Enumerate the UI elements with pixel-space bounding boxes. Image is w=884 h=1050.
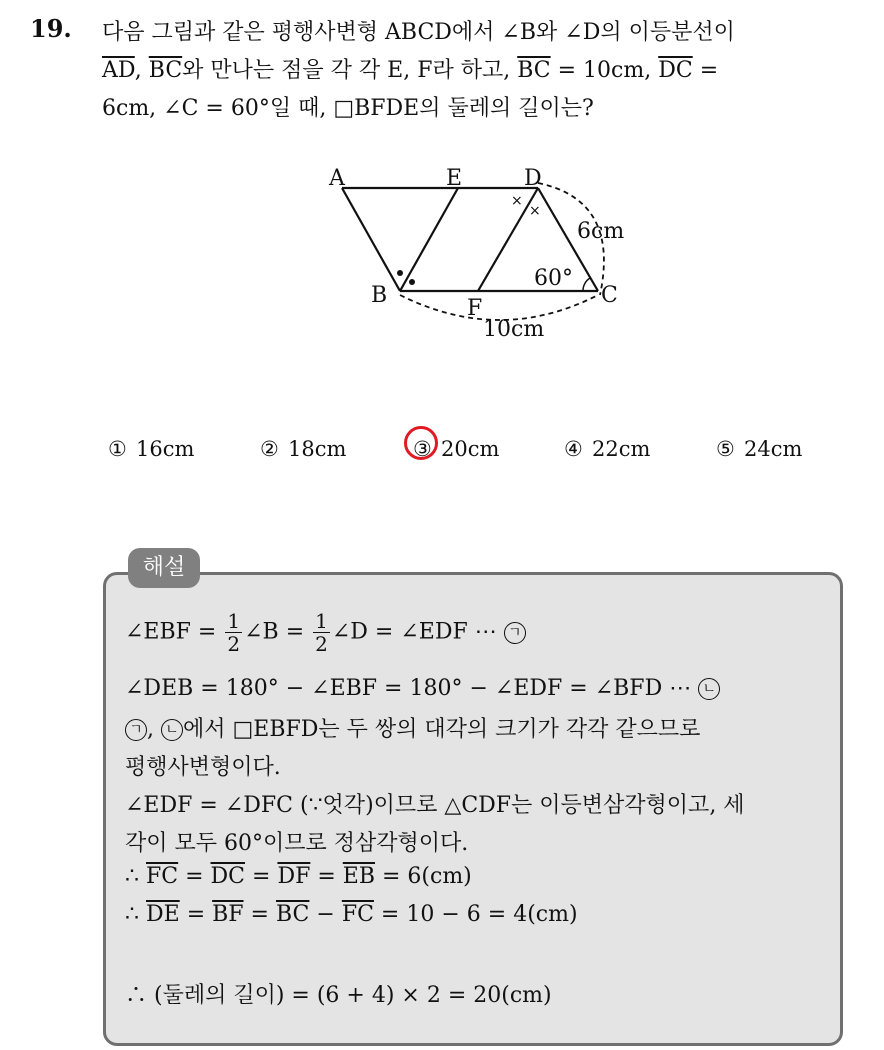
text: ,	[147, 717, 161, 742]
parallelogram-diagram	[320, 155, 650, 345]
question-line-3: 6cm, ∠C = 60°일 때, □BFDE의 둘레의 길이는?	[102, 96, 594, 121]
text: $\overline{BF}$	[212, 902, 244, 927]
angle-mark-cross: ×	[511, 193, 523, 209]
label-angle-c: 60°	[534, 266, 573, 291]
circled-mark-1: ㄱ	[125, 719, 147, 741]
text: ∠D = ∠EDF ⋯	[331, 619, 497, 645]
text: $\overline{FC}$	[341, 902, 374, 927]
choice-text: 18cm	[288, 437, 347, 461]
fraction-half	[313, 610, 330, 655]
angle-mark-cross: ×	[529, 203, 541, 219]
label-dc-length: 6cm	[577, 219, 625, 244]
text: 와 만나는 점을 각 각 E, F라 하고,	[182, 58, 518, 83]
text: $\overline{DC}$	[210, 864, 246, 889]
question-number: 19.	[30, 14, 72, 43]
segment-bc: $\overline{BC}$	[148, 58, 183, 83]
side-ab	[342, 188, 400, 291]
text: 1	[315, 609, 328, 633]
text: =	[310, 864, 343, 889]
segment-ad: $\overline{AD}$	[102, 58, 135, 83]
text: 10 − 6 = 4(cm)	[406, 902, 578, 927]
text: ,	[134, 58, 149, 83]
choice-text: 22cm	[592, 437, 651, 461]
text: =	[375, 864, 408, 889]
fraction-half	[225, 610, 242, 655]
text: ∠EBF =	[125, 619, 224, 645]
text: =	[243, 902, 276, 927]
circled-mark-2: ㄴ	[161, 719, 183, 741]
segment-bc: $\overline{BC}$	[517, 58, 551, 83]
label-bc-length: 10cm	[483, 317, 545, 342]
text: 1	[227, 609, 241, 633]
choice-text: 24cm	[744, 437, 803, 461]
text: 에서 □EBFD는 두 쌍의 대각의 크기가 각각 같으므로	[183, 717, 701, 742]
solution-line-9: ∴ (둘레의 길이) = (6 + 4) × 2 = 20(cm)	[125, 983, 552, 1008]
solution-line-4: 평행사변형이다.	[125, 755, 281, 780]
solution-badge: 해설	[128, 548, 200, 588]
question-line-1: 다음 그림과 같은 평행사변형 ABCD에서 ∠B와 ∠D의 이등분선이	[102, 20, 735, 45]
bisector-be	[400, 188, 458, 291]
text: $\overline{EB}$	[342, 864, 375, 889]
text: ∠B =	[244, 619, 312, 645]
text: $\overline{DF}$	[277, 864, 311, 889]
segment-dc: $\overline{DC}$	[658, 58, 693, 83]
choice-mark: ②	[260, 437, 279, 461]
text: 6(cm)	[407, 864, 472, 889]
solution-line-6: 각이 모두 60°이므로 정삼각형이다.	[125, 831, 469, 856]
text: =	[178, 864, 211, 889]
text: =	[373, 902, 407, 927]
label-e: E	[446, 166, 463, 191]
solution-line-5: ∠EDF = ∠DFC (∵엇각)이므로 △CDF는 이등변삼각형이고, 세	[125, 793, 745, 818]
choice-mark: ⑤	[716, 437, 735, 461]
solution-line-2	[125, 676, 720, 701]
text: =	[245, 864, 278, 889]
text: ∴	[125, 902, 146, 927]
label-a: A	[329, 166, 345, 191]
label-f: F	[467, 296, 483, 321]
text: =	[179, 902, 213, 927]
circled-mark-1: ㄱ	[504, 622, 526, 644]
angle-mark-dot	[397, 270, 403, 276]
answer-choices	[108, 437, 848, 467]
text: = 10cm,	[550, 58, 659, 83]
selected-answer-circle	[404, 426, 438, 460]
choice-mark: ③	[413, 437, 432, 461]
text: 2	[227, 632, 241, 656]
choice-mark: ④	[564, 437, 583, 461]
choice-4[interactable]	[564, 437, 650, 461]
solution-line-1	[125, 610, 526, 655]
label-c: C	[601, 283, 618, 308]
choice-1[interactable]	[108, 437, 194, 461]
label-b: B	[371, 283, 388, 308]
choice-2[interactable]	[260, 437, 346, 461]
label-d: D	[524, 166, 542, 191]
question-text	[102, 14, 862, 128]
question-line-2	[102, 52, 862, 90]
text: ∠DEB = 180° − ∠EBF = 180° − ∠EDF = ∠BFD ⋯	[125, 676, 692, 701]
text: −	[309, 902, 342, 927]
text: =	[692, 58, 719, 83]
solution-line-3	[125, 712, 700, 743]
solution-line-7	[125, 864, 472, 889]
choice-text: 16cm	[136, 437, 195, 461]
text: 2	[315, 632, 328, 656]
text: ∴	[125, 864, 146, 889]
text: $\overline{DE}$	[146, 902, 180, 927]
text: $\overline{FC}$	[146, 864, 179, 889]
angle-mark-dot	[409, 279, 415, 285]
text: $\overline{BC}$	[275, 902, 310, 927]
solution-line-8	[125, 902, 578, 927]
choice-5[interactable]	[716, 437, 802, 461]
angle-c-arc	[583, 278, 590, 291]
choice-text: 20cm	[441, 437, 500, 461]
choice-mark: ①	[108, 437, 127, 461]
circled-mark-2: ㄴ	[698, 678, 720, 700]
